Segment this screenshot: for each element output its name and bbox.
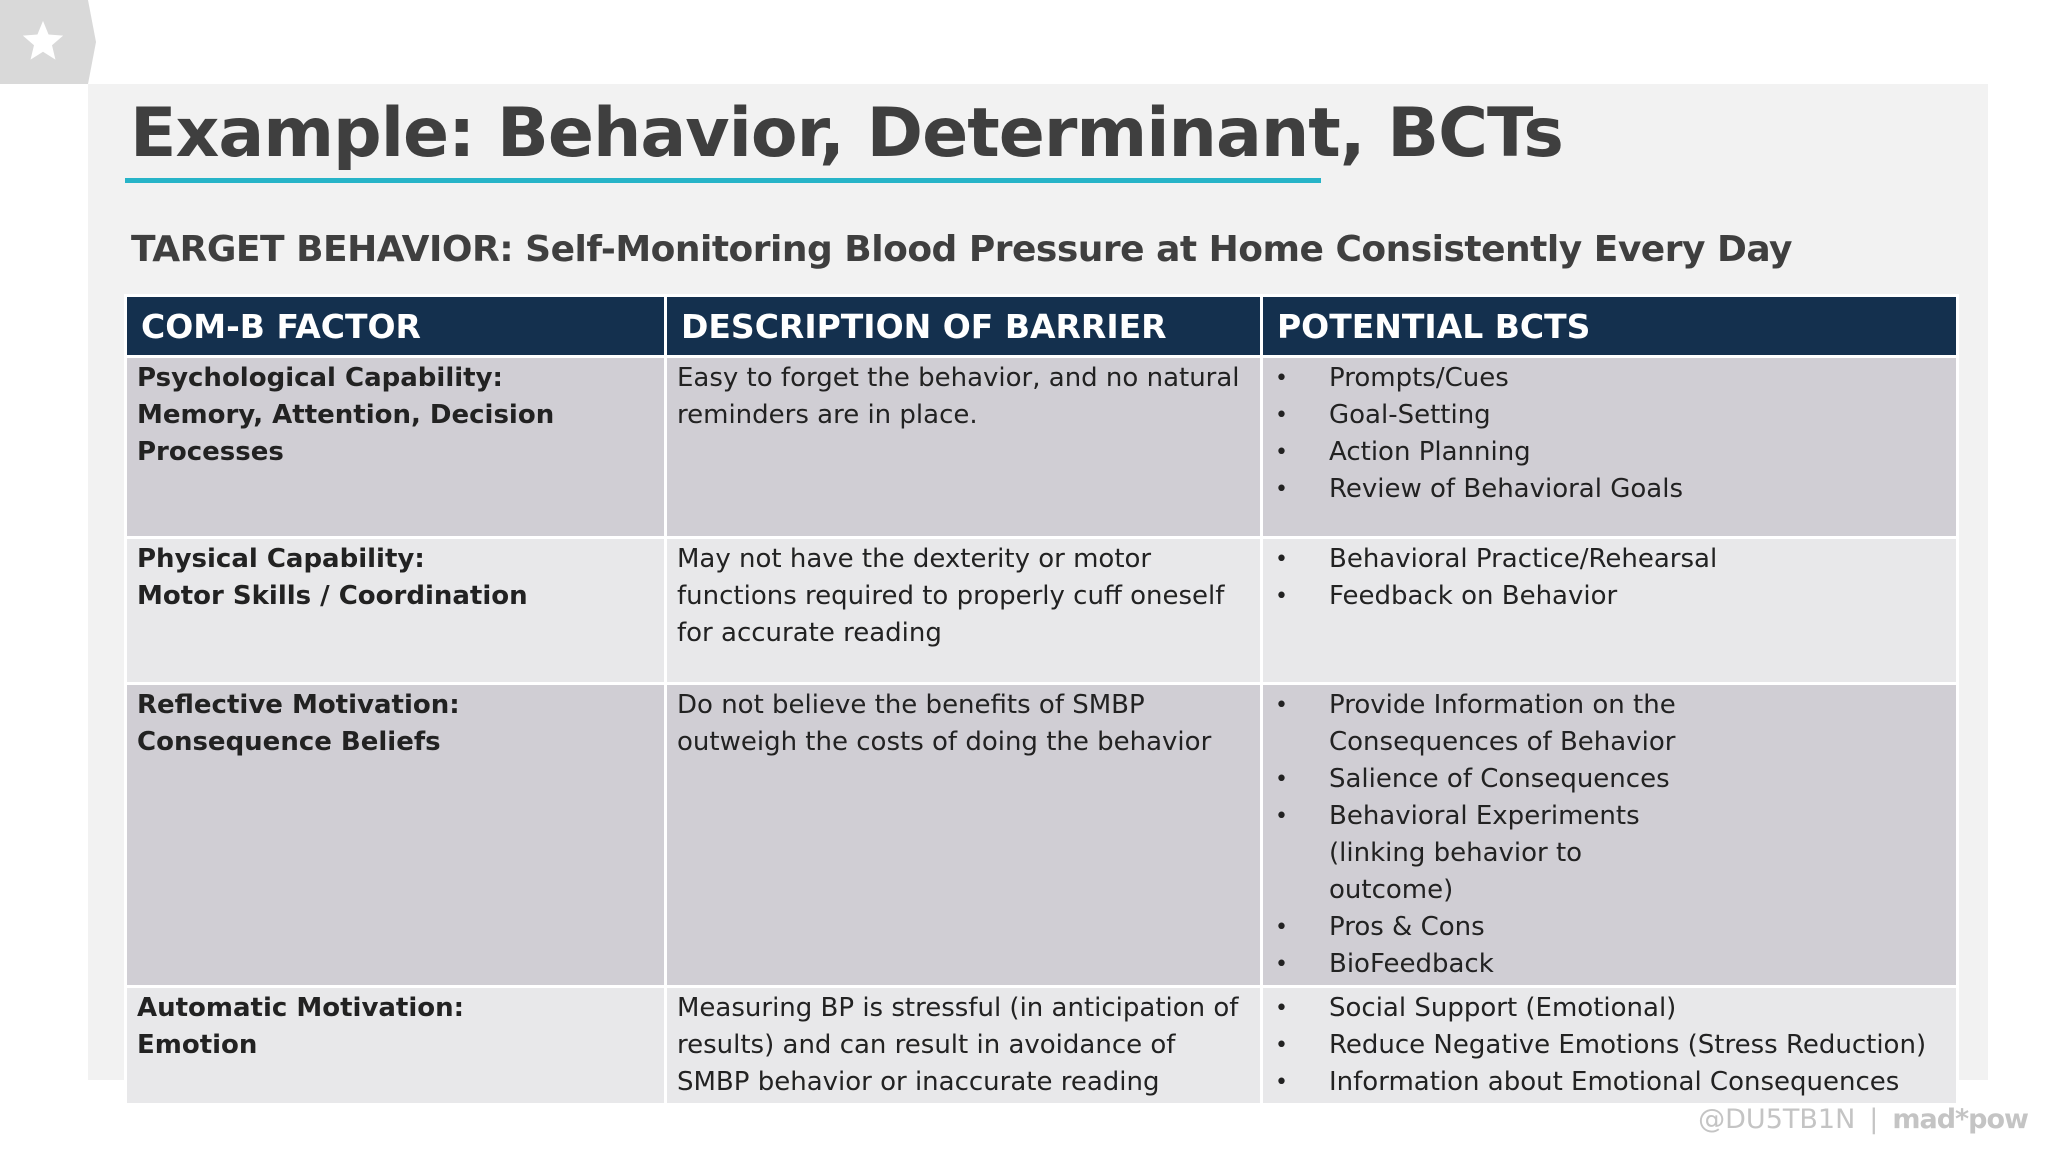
bcts-cell [1262,684,1958,987]
bcts-cell [1262,987,1958,1105]
bct-list [1273,990,1946,1101]
title-underline [125,178,1321,183]
bct-item: • Action Planning [1273,434,1946,471]
bct-list [1273,360,1946,508]
footer-handle: @DU5TB1N [1698,1104,1856,1135]
bcts-cell [1262,538,1958,684]
comb-table [124,294,1959,1106]
table-row [126,357,1958,538]
table-row [126,684,1958,987]
factor-cell [126,684,666,987]
factor-category: Automatic Motivation: [137,993,465,1023]
factor-cell [126,357,666,538]
factor-subcategory: Emotion [137,1030,258,1060]
bct-item: • Feedback on Behavior [1273,578,1946,615]
factor-cell [126,987,666,1105]
bct-item: • Review of Behavioral Goals [1273,471,1946,508]
slide [88,84,1988,1097]
bct-item: • Reduce Negative Emotions (Stress Reduction) [1273,1027,1946,1064]
bct-item: • Social Support (Emotional) [1273,990,1946,1027]
bcts-cell [1262,357,1958,538]
header-comb-factor: COM-B FACTOR [126,296,666,357]
bct-item: • Behavioral Practice/Rehearsal [1273,541,1946,578]
description-cell: Measuring BP is stressful (in anticipation of results) and can result in avoidance of SMBP behavior or inaccurate reading [666,987,1262,1105]
description-cell: Easy to forget the behavior, and no natural reminders are in place. [666,357,1262,538]
bct-item: • Goal-Setting [1273,397,1946,434]
bct-list [1273,541,1946,615]
bct-item: • Behavioral Experiments (linking behavior to outcome) [1273,798,1946,909]
footer-separator: | [1869,1104,1879,1135]
star-icon [20,18,66,64]
star-tab [0,0,96,84]
bct-item: • Information about Emotional Consequences [1273,1064,1946,1101]
factor-category: Physical Capability: [137,544,425,574]
target-behavior: TARGET BEHAVIOR: Self-Monitoring Blood Pressure at Home Consistently Every Day [131,229,1792,270]
bct-list [1273,687,1946,983]
factor-category: Psychological Capability: [137,363,503,393]
bct-item: • Provide Information on the Consequences of Behavior [1273,687,1946,761]
table-row [126,538,1958,684]
bct-item: • Salience of Consequences [1273,761,1946,798]
factor-subcategory: Memory, Attention, Decision Processes [137,400,555,467]
table-row [126,987,1958,1105]
factor-subcategory: Motor Skills / Coordination [137,581,528,611]
header-potential-bcts: POTENTIAL BCTS [1262,296,1958,357]
brand-logo: mad*pow [1892,1104,2028,1135]
factor-category: Reflective Motivation: [137,690,460,720]
description-cell: Do not believe the benefits of SMBP outweigh the costs of doing the behavior [666,684,1262,987]
factor-subcategory: Consequence Beliefs [137,727,441,757]
footer-credit [1698,1104,2028,1135]
bct-item: • Prompts/Cues [1273,360,1946,397]
description-cell: May not have the dexterity or motor functions required to properly cuff oneself for accurate reading [666,538,1262,684]
table-header-row [126,296,1958,357]
bct-item: • BioFeedback [1273,946,1946,983]
header-description: DESCRIPTION OF BARRIER [666,296,1262,357]
slide-title: Example: Behavior, Determinant, BCTs [130,94,1563,173]
bct-item: • Pros & Cons [1273,909,1946,946]
factor-cell [126,538,666,684]
